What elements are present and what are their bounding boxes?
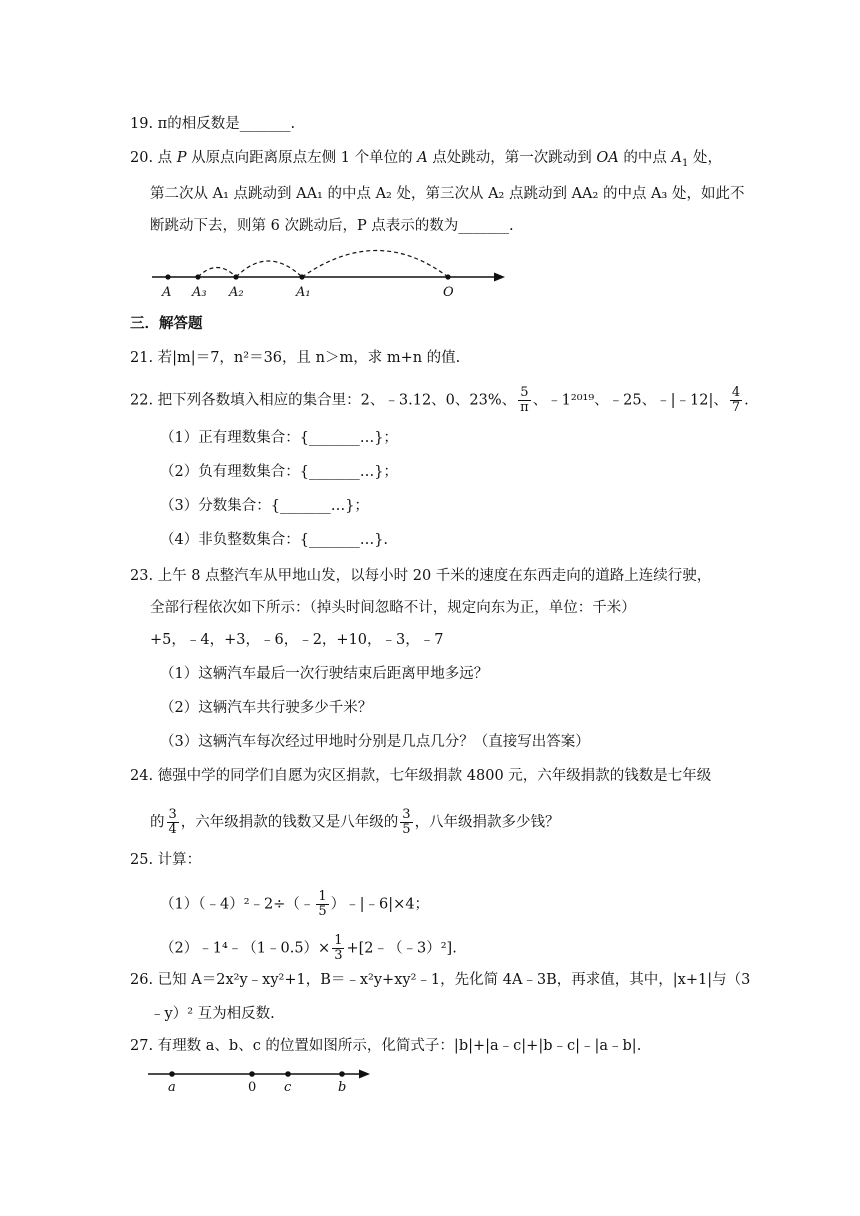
denominator: 4 [168, 822, 177, 837]
text: 从原点向距离原点左侧 1 个单位的 [186, 150, 418, 166]
var-A: A [417, 150, 428, 166]
question-26-line-2: ﹣y）² 互为相反数. [150, 1006, 275, 1022]
question-number: 21. [130, 350, 154, 366]
point-O [445, 274, 450, 279]
question-22-part-1: （1）正有理数集合：{_______…}； [160, 430, 398, 446]
denominator: 3 [334, 948, 343, 963]
question-23-part-1: （1）这辆汽车最后一次行驶结束后距离甲地多远？ [160, 666, 489, 682]
question-25-part-1 [160, 890, 429, 919]
text: ，八年级捐款多少钱？ [414, 814, 560, 831]
jump-arc-1 [302, 251, 448, 278]
question-number: 20. [130, 150, 154, 166]
fraction-3-over-4 [167, 808, 179, 837]
fraction-1-over-3 [332, 934, 344, 963]
question-text: 计算： [157, 852, 202, 868]
question-number: 23. [130, 568, 154, 584]
numerator: 3 [168, 807, 177, 822]
question-25-part-2 [160, 934, 457, 963]
question-22-part-3: （3）分数集合：{_______…}； [160, 498, 369, 514]
section-heading: 三．解答题 [130, 315, 203, 332]
question-19 [130, 114, 295, 134]
label-c: c [284, 1080, 292, 1094]
fraction-4-over-7 [730, 386, 742, 415]
text: 的 [150, 814, 165, 831]
arrow-head [494, 273, 505, 282]
question-number: 19. [130, 116, 154, 132]
denominator: 7 [731, 400, 741, 415]
question-text: π的相反数是_______. [157, 116, 296, 132]
numerator: 1 [318, 889, 327, 904]
question-23-data: +5，﹣4，+3，﹣6，﹣2，+10，﹣3，﹣7 [150, 632, 444, 648]
question-25 [130, 850, 201, 870]
question-20-line-2: 第二次从 A₁ 点跳动到 AA₁ 的中点 A₂ 处，第三次从 A₂ 点跳动到 AA₂ 的中点 A₃ 处，如此不 [150, 186, 745, 202]
point-a [169, 1071, 175, 1077]
number-line-figure-1 [150, 240, 510, 302]
question-text: 、﹣1²⁰¹⁹、﹣25、﹣|﹣12|、 [532, 392, 728, 409]
label-zero: 0 [248, 1080, 257, 1094]
text: 点处跳动，第一次跳动到 [427, 150, 597, 166]
question-text: 德强中学的同学们自愿为灾区捐款，七年级捐款 4800 元，六年级捐款的钱数是七年级 [157, 768, 712, 784]
var-P: P [176, 150, 187, 166]
denominator: π [520, 400, 529, 415]
question-22-part-2: （2）负有理数集合：{_______…}； [160, 464, 398, 480]
var-A1: A [671, 150, 682, 166]
denominator: 5 [402, 822, 411, 837]
label-a: a [168, 1080, 176, 1094]
fraction-3-over-5 [400, 808, 412, 837]
text: （1）（﹣4）²﹣2÷（﹣ [160, 896, 315, 913]
subscript: 1 [681, 157, 689, 169]
question-20-line-1 [130, 148, 722, 174]
point-A [165, 274, 170, 279]
question-24-line-1 [130, 766, 711, 786]
question-number: 24. [130, 768, 154, 784]
point-A1 [299, 274, 304, 279]
numerator: 1 [334, 933, 343, 948]
text: 的中点 [618, 150, 672, 166]
var-OA: OA [596, 150, 619, 166]
question-text: 上午 8 点整汽车从甲地山发，以每小时 20 千米的速度在东西走向的道路上连续行驶， [157, 568, 712, 584]
question-22-part-4: （4）非负整数集合：{_______…}. [160, 532, 389, 548]
question-23-part-2: （2）这辆汽车共行驶多少千米？ [160, 700, 373, 716]
text: . [744, 392, 749, 409]
jump-arc-2 [236, 261, 302, 277]
label-A2: A₂ [229, 285, 244, 300]
numerator: 3 [402, 807, 411, 822]
question-22 [130, 386, 749, 415]
numerator: 5 [518, 386, 531, 401]
numerator: 4 [731, 385, 741, 400]
fraction-1-over-5 [316, 890, 328, 919]
label-O: O [443, 285, 454, 300]
question-21 [130, 348, 460, 368]
question-number: 27. [130, 1038, 154, 1054]
question-number: 25. [130, 852, 154, 868]
fraction-5-over-pi [518, 386, 531, 415]
text: 处， [688, 150, 722, 166]
text: 点 [157, 150, 177, 166]
label-A1: A₁ [296, 285, 311, 300]
text: +[2﹣（﹣3）²]. [346, 940, 457, 957]
question-number: 22. [130, 392, 154, 409]
question-23-part-3: （3）这辆汽车每次经过甲地时分别是几点几分？（直接写出答案） [160, 734, 590, 750]
question-26-line-1 [130, 970, 750, 990]
number-line-figure-2 [146, 1062, 376, 1094]
question-27 [130, 1036, 641, 1056]
question-20-line-3: 断跳动下去，则第 6 次跳动后，P 点表示的数为_______. [150, 218, 514, 234]
label-A: A [162, 285, 172, 300]
text: ）﹣|﹣6|×4； [330, 896, 430, 913]
text: ，六年级捐款的钱数又是八年级的 [180, 814, 399, 831]
point-c [285, 1071, 291, 1077]
question-text: 若|m|＝7，n²＝36，且 n＞m，求 m+n 的值. [157, 350, 461, 366]
text: （2）﹣1⁴﹣（1﹣0.5）× [160, 940, 331, 957]
point-A3 [195, 274, 200, 279]
label-A3: A₃ [192, 285, 207, 300]
denominator: 5 [318, 904, 327, 919]
question-text: 已知 A＝2x²y﹣xy²+1，B＝﹣x²y+xy²﹣1，先化简 4A﹣3B，再求值，其中，|x+1|与（3 [157, 972, 751, 988]
arrow-head [359, 1070, 370, 1079]
point-zero [249, 1071, 255, 1077]
question-24-line-2 [150, 808, 560, 837]
label-b: b [338, 1080, 347, 1094]
question-text: 把下列各数填入相应的集合里：2、﹣3.12、0、23%、 [157, 392, 517, 409]
point-b [339, 1071, 345, 1077]
jump-arc-3 [198, 268, 236, 278]
question-23-line-2: 全部行程依次如下所示：（掉头时间忽略不计，规定向东为正，单位：千米） [150, 600, 636, 616]
point-A2 [233, 274, 238, 279]
question-23-line-1 [130, 566, 711, 586]
question-text: 有理数 a、b、c 的位置如图所示，化简式子：|b|+|a﹣c|+|b﹣c|﹣|a﹣b|. [157, 1038, 642, 1054]
question-number: 26. [130, 972, 154, 988]
